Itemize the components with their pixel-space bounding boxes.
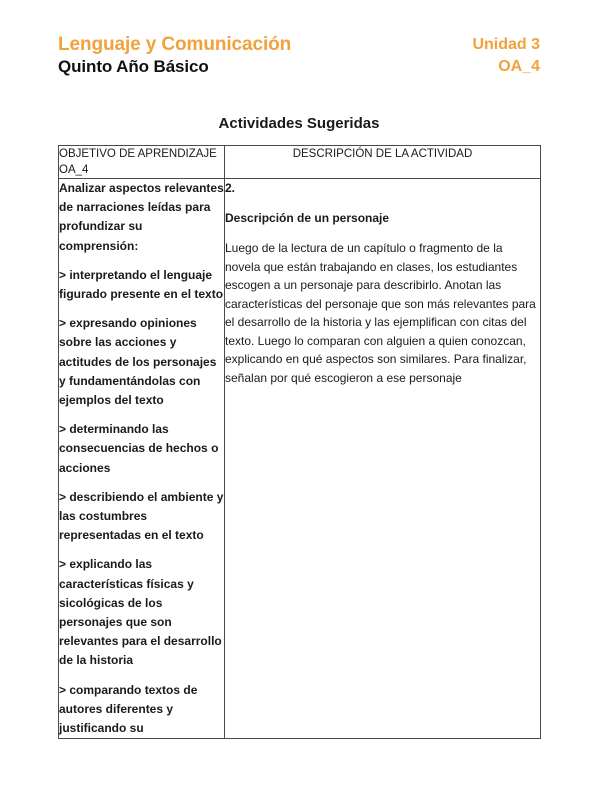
objective-list	[59, 179, 224, 738]
activity-number: 2.	[225, 181, 236, 195]
list-item: > describiendo el ambiente y las costumbres representadas en el texto	[59, 489, 224, 543]
list-item: > comparando textos de autores diferentes y justificando su	[59, 682, 198, 736]
activity-body-text: Luego de la lectura de un capítulo o fragmento de la novela que están trabajando en clases, los estudiantes escogen a un personaje para describirlo. Anotan las características del personaje que son más relevantes para el desarrollo de la historia y las ejemplifican con citas del texto. Luego lo comparan con alguien a quien conozcan, explicando en qué aspectos son similares. Para finalizar, señalan por qué escogieron a ese personaje	[225, 241, 536, 385]
table-header-row	[59, 146, 541, 179]
header-left-group	[58, 33, 291, 78]
list-item: > explicando las características físicas y sicológicas de los personajes que son relevantes para el desarrollo de la historia	[59, 557, 222, 668]
list-item: > interpretando el lenguaje figurado presente en el texto	[59, 267, 224, 302]
table-body	[59, 179, 541, 739]
objective-cell	[59, 179, 225, 739]
table-head	[59, 146, 541, 179]
list-item: > determinando las consecuencias de hechos o acciones	[59, 422, 219, 475]
subject-title: Lenguaje y Comunicación	[58, 34, 292, 55]
grade-title: Quinto Año Básico	[58, 57, 209, 76]
header-right-group	[472, 33, 540, 78]
activities-table	[58, 145, 541, 739]
activity-heading: Descripción de un personaje	[225, 211, 390, 225]
list-item: > expresando opiniones sobre las acciones y actitudes de los personajes y fundamentándolas con ejemplos del texto	[59, 316, 217, 408]
unit-label: Unidad 3	[472, 36, 540, 53]
table-row	[59, 179, 541, 739]
oa-code-label: OA_4	[498, 58, 540, 75]
column-header-description: DESCRIPCIÓN DE LA ACTIVIDAD	[225, 146, 541, 179]
description-cell	[225, 179, 541, 739]
column-header-objective: OBJETIVO DE APRENDIZAJE OA_4	[59, 146, 225, 179]
list-item: Analizar aspectos relevantes de narraciones leídas para profundizar su comprensión:	[59, 181, 224, 253]
section-title: Actividades Sugeridas	[218, 115, 380, 132]
document-header	[58, 33, 540, 78]
